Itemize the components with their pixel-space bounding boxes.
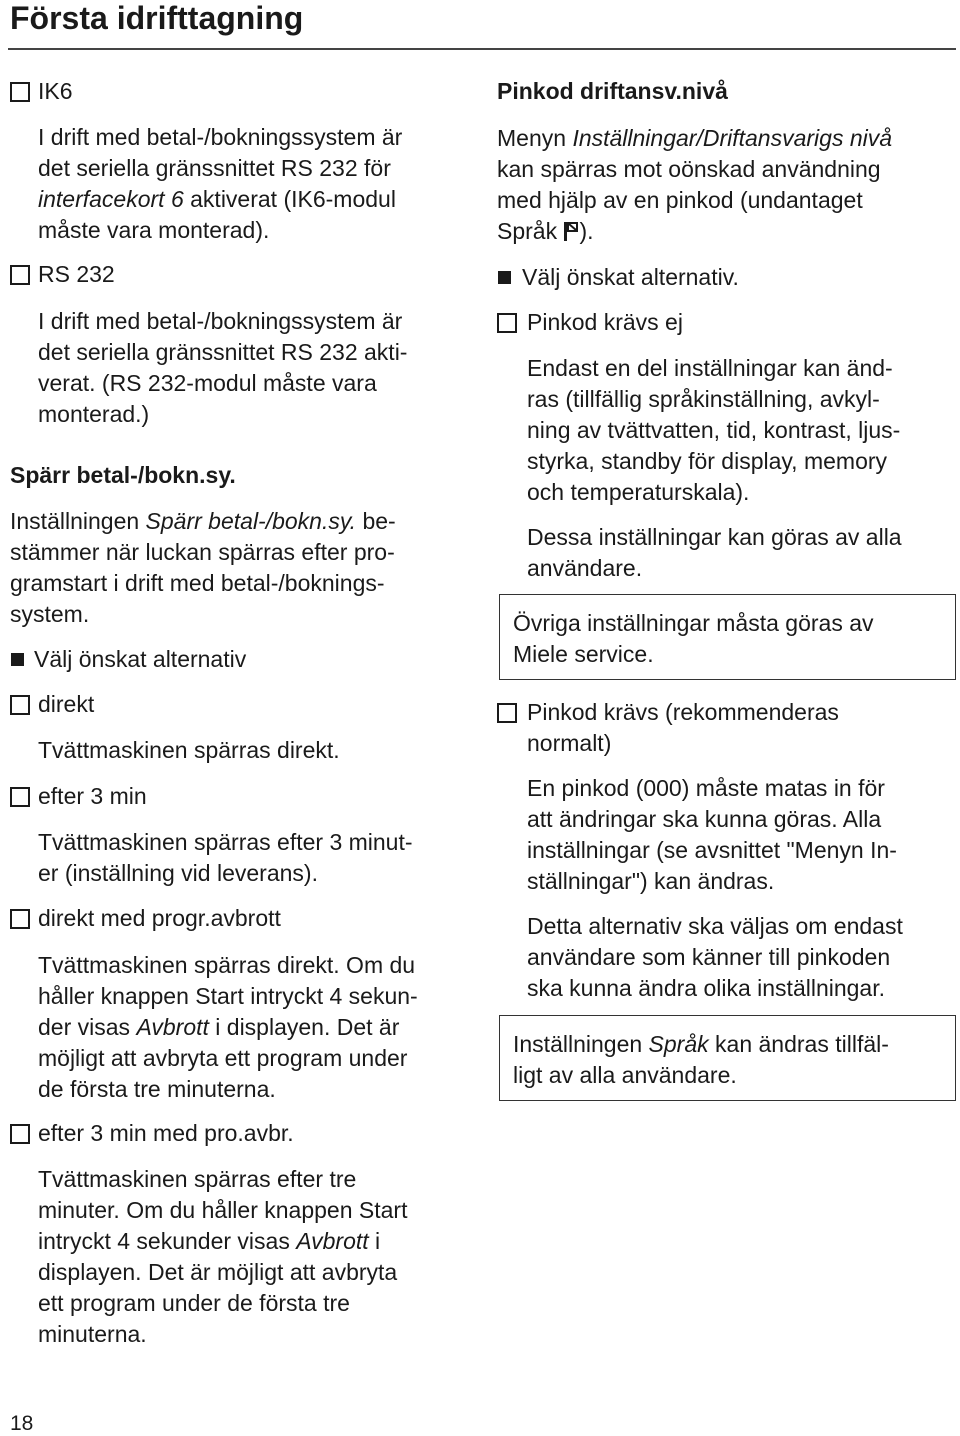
option-required-label-cont: normalt)	[527, 730, 612, 756]
not-required-desc-line: ning av tvättvatten, tid, kontrast, ljus-	[527, 417, 901, 443]
page-title: Första idrifttagning	[10, 0, 304, 36]
rs232-desc-line: verat. (RS 232-modul måste vara	[38, 370, 377, 396]
option-efter3-pro-label: efter 3 min med pro.avbr.	[38, 1120, 294, 1146]
required-desc2-line: Detta alternativ ska väljas om endast	[527, 913, 903, 939]
option-ik6-label: IK6	[38, 78, 73, 104]
direkt-progr-desc-line: Tvättmaskinen spärras direkt. Om du	[38, 952, 416, 978]
checkbox-icon	[10, 1124, 30, 1144]
pinkod-intro-line: med hjälp av en pinkod (undantaget	[497, 187, 863, 213]
flag-icon	[563, 219, 579, 250]
direkt-progr-desc-line: de första tre minuterna.	[38, 1076, 276, 1102]
pinkod-intro-line: Språk ).	[497, 216, 594, 250]
checkbox-icon	[497, 313, 517, 333]
option-not-required-label: Pinkod krävs ej	[527, 309, 683, 335]
efter3-pro-desc-line: displayen. Det är möjligt att avbryta	[38, 1259, 398, 1285]
efter3-pro-desc-line: Tvättmaskinen spärras efter tre	[38, 1166, 357, 1192]
checkbox-icon	[10, 82, 30, 102]
rs232-desc-line: I drift med betal-/bokningssystem är	[38, 308, 403, 334]
efter3-pro-desc-line: minuter. Om du håller knappen Start	[38, 1197, 408, 1223]
checkbox-icon	[10, 265, 30, 285]
ik6-desc-line: måste vara monterad).	[38, 217, 270, 243]
sparr-intro-line: system.	[10, 601, 90, 627]
note-box	[499, 594, 956, 680]
rs232-desc-line: det seriella gränssnittet RS 232 akti-	[38, 339, 408, 365]
required-desc-line: En pinkod (000) måste matas in för	[527, 775, 885, 801]
not-required-desc-line: och temperaturskala).	[527, 479, 750, 505]
title-divider	[8, 48, 956, 50]
sparr-intro-line: Inställningen Spärr betal-/bokn.sy. be-	[10, 508, 396, 534]
sparr-intro-line: stämmer när luckan spärras efter pro-	[10, 539, 395, 565]
checkbox-icon	[10, 909, 30, 929]
required-desc2-line: användare som känner till pinkoden	[527, 944, 891, 970]
direkt-progr-desc-line: der visas Avbrott i displayen. Det är	[38, 1014, 400, 1040]
required-desc-line: att ändringar ska kunna göras. Alla	[527, 806, 882, 832]
efter3-pro-desc-line: ett program under de första tre	[38, 1290, 350, 1316]
note-box	[499, 1015, 956, 1101]
not-required-desc-line: ras (tillfällig språkinställning, avkyl-	[527, 386, 880, 412]
option-efter3-label: efter 3 min	[38, 783, 147, 809]
option-direkt-progr-label: direkt med progr.avbrott	[38, 905, 281, 931]
section-heading-pinkod: Pinkod driftansv.nivå	[497, 78, 728, 104]
note-line: Inställningen Språk kan ändras tillfäl-	[513, 1031, 889, 1057]
direkt-desc: Tvättmaskinen spärras direkt.	[38, 737, 340, 763]
checkbox-icon	[10, 787, 30, 807]
note-line: Övriga inställningar måsta göras av	[513, 610, 874, 636]
efter3-desc-line: er (inställning vid leverans).	[38, 860, 318, 886]
note-line: ligt av alla användare.	[513, 1062, 737, 1088]
ik6-desc-line: interfacekort 6 aktiverat (IK6-modul	[38, 186, 396, 212]
section-heading-sparr: Spärr betal-/bokn.sy.	[10, 462, 236, 488]
required-desc-line: inställningar (se avsnittet "Menyn In-	[527, 837, 897, 863]
sparr-instruction: Välj önskat alternativ	[34, 646, 247, 672]
rs232-desc-line: monterad.)	[38, 401, 150, 427]
option-rs232-label: RS 232	[38, 261, 115, 287]
bullet-icon	[498, 271, 511, 284]
checkbox-icon	[497, 703, 517, 723]
not-required-desc-line: Endast en del inställningar kan änd-	[527, 355, 893, 381]
ik6-desc-line: I drift med betal-/bokningssystem är	[38, 124, 403, 150]
not-required-desc2-line: användare.	[527, 555, 643, 581]
required-desc-line: ställningar") kan ändras.	[527, 868, 775, 894]
not-required-desc-line: styrka, standby för display, memory	[527, 448, 888, 474]
checkbox-icon	[10, 695, 30, 715]
direkt-progr-desc-line: möjligt att avbryta ett program under	[38, 1045, 408, 1071]
ik6-desc-line: det seriella gränssnittet RS 232 för	[38, 155, 391, 181]
page-number: 18	[10, 1412, 34, 1435]
pinkod-instruction: Välj önskat alternativ.	[522, 264, 739, 290]
required-desc2-line: ska kunna ändra olika inställningar.	[527, 975, 886, 1001]
efter3-pro-desc-line: minuterna.	[38, 1321, 147, 1347]
efter3-pro-desc-line: intryckt 4 sekunder visas Avbrott i	[38, 1228, 381, 1254]
pinkod-intro-line: kan spärras mot oönskad användning	[497, 156, 881, 182]
option-required-label: Pinkod krävs (rekommenderas	[527, 699, 839, 725]
sparr-intro-line: gramstart i drift med betal-/boknings-	[10, 570, 385, 596]
direkt-progr-desc-line: håller knappen Start intryckt 4 sekun-	[38, 983, 418, 1009]
efter3-desc-line: Tvättmaskinen spärras efter 3 minut-	[38, 829, 413, 855]
note-line: Miele service.	[513, 641, 654, 667]
pinkod-intro-line: Menyn Inställningar/Driftansvarigs nivå	[497, 125, 893, 151]
bullet-icon	[11, 653, 24, 666]
option-direkt-label: direkt	[38, 691, 95, 717]
not-required-desc2-line: Dessa inställningar kan göras av alla	[527, 524, 902, 550]
